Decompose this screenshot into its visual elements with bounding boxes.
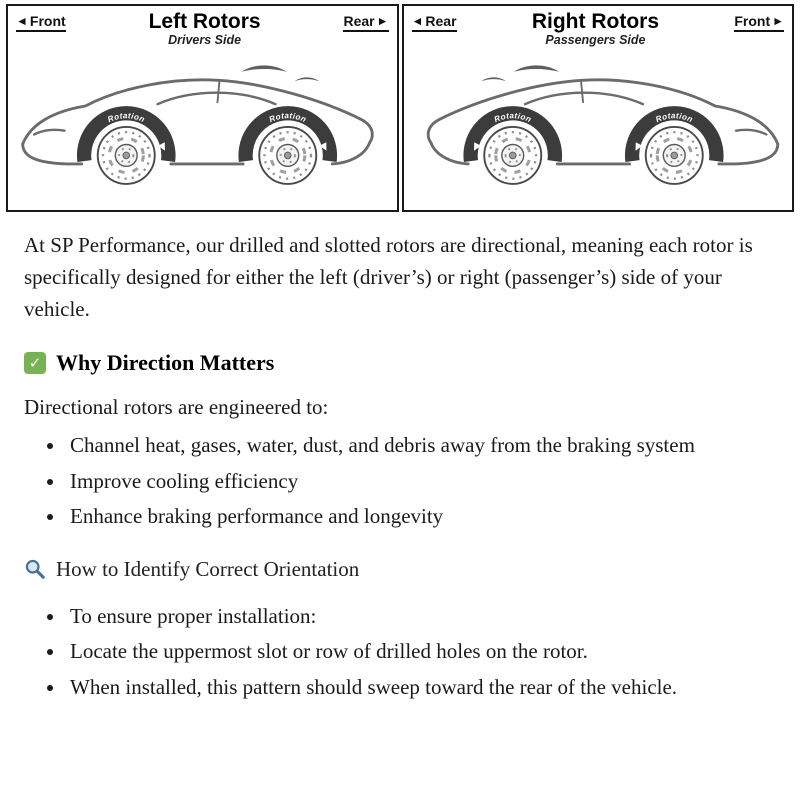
panel-title: Left Rotors	[148, 10, 261, 33]
panel-subtitle: Passengers Side	[545, 33, 646, 48]
check-icon: ✓	[24, 352, 46, 374]
rotation-label: Rotation	[267, 111, 308, 125]
list-item: • When installed, this pattern should sweep toward the rear of the vehicle.	[66, 671, 776, 704]
rotor-icon	[98, 127, 155, 184]
rotor-diagram	[6, 4, 794, 212]
intro-paragraph: At SP Performance, our drilled and slotted rotors are directional, meaning each rotor is specifically designed for either the left (driver’s) or right (passenger’s) side of your vehicle.	[24, 233, 753, 321]
left-rotors-panel	[6, 4, 399, 212]
rotation-label: Rotation	[106, 111, 147, 125]
front-direction-label	[16, 13, 66, 32]
direction-text: Rear	[425, 13, 457, 29]
panel-subtitle: Drivers Side	[168, 33, 242, 48]
section2-bullet-list	[24, 600, 776, 704]
magnifier-icon	[24, 558, 46, 580]
roof-swoosh	[241, 65, 319, 81]
article-body	[0, 212, 800, 704]
left-arrow-icon: ◄	[16, 14, 28, 28]
rear-direction-label	[343, 13, 388, 32]
list-item: • Improve cooling efficiency	[66, 465, 776, 498]
section-heading-identify-orientation	[24, 557, 776, 582]
list-item: • To ensure proper installation:	[66, 600, 776, 633]
rotor-icon	[259, 127, 316, 184]
right-arrow-icon: ►	[772, 14, 784, 28]
panel-title: Right Rotors	[531, 10, 660, 33]
car-silhouette-mirrored	[428, 65, 778, 184]
left-arrow-icon: ◄	[411, 14, 424, 28]
rear-direction-label	[412, 13, 457, 32]
direction-text: Front	[734, 13, 771, 29]
right-rotors-panel	[402, 4, 795, 212]
rotor-icon	[645, 127, 702, 184]
right-panel-titles	[457, 11, 735, 47]
direction-text: Front	[29, 13, 66, 29]
car-diagram-left	[8, 49, 397, 201]
section1-bullet-list	[24, 429, 776, 533]
section-heading-text: Why Direction Matters	[56, 349, 275, 375]
roof-swoosh	[481, 65, 559, 81]
rotation-label: Rotation	[492, 111, 533, 125]
front-direction-label	[734, 13, 784, 32]
direction-text: Rear	[343, 13, 375, 29]
list-item: • Enhance braking performance and longevity	[66, 500, 776, 533]
section-heading-text: How to Identify Correct Orientation	[56, 556, 360, 581]
section-heading-why-direction-matters	[24, 350, 776, 376]
right-panel-header	[404, 6, 793, 47]
rotation-label: Rotation	[653, 111, 694, 125]
list-item: • Channel heat, gases, water, dust, and debris away from the braking system	[66, 429, 776, 462]
rotor-icon	[484, 127, 541, 184]
left-panel-header	[8, 6, 397, 47]
left-panel-titles	[66, 11, 344, 47]
right-arrow-icon: ►	[376, 14, 389, 28]
section1-lead: Directional rotors are engineered to:	[24, 394, 329, 419]
list-item: • Locate the uppermost slot or row of drilled holes on the rotor.	[66, 635, 776, 668]
car-diagram-right	[404, 49, 793, 201]
